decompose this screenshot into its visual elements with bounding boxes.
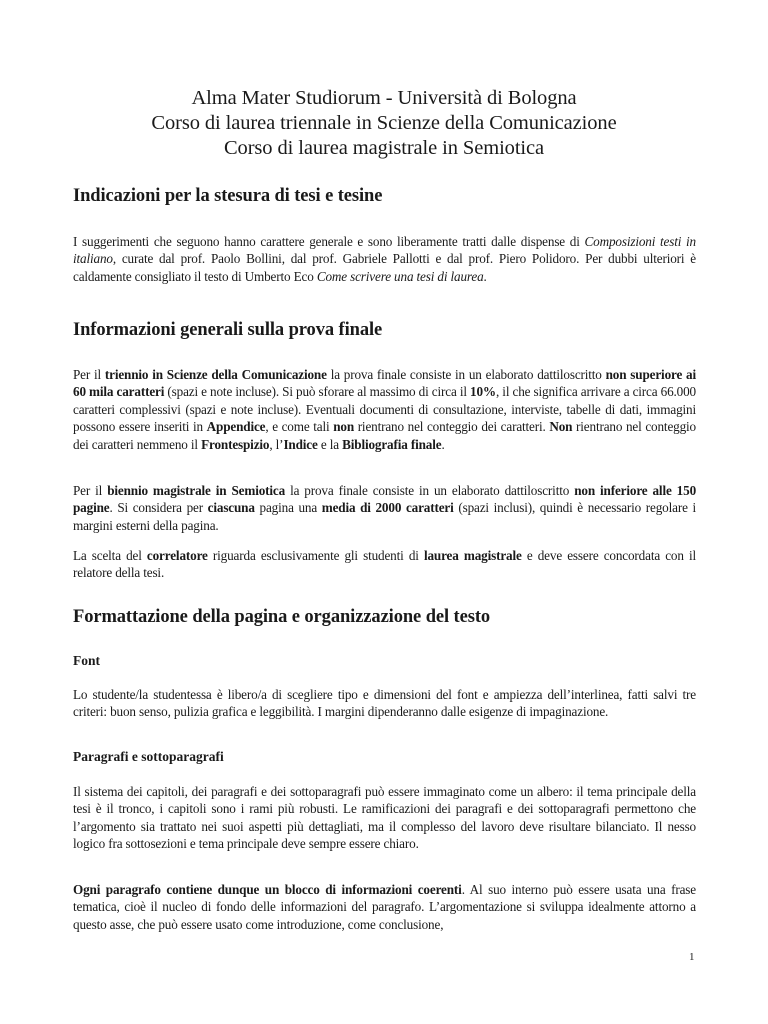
subheading-font: Font [73, 653, 100, 668]
page-number: 1 [689, 951, 695, 963]
book-title-eco: Come scrivere una tesi di laurea [316, 268, 484, 284]
course-magistrale: Corso di laurea magistrale in Semiotica [223, 137, 545, 159]
book-title-composizioni: Composizioni testi in italiano [73, 234, 696, 267]
blocco-paragraph: Ogni paragrafo contiene dunque un blocco di informazioni coerenti. Al suo interno può essere usata una frase tematica, cioè il nucleo di fondo delle informazioni del paragrafo. L’argomentazione si sviluppa idealmente attorno a questo asse, che può essere usato come introduzione, come conclusione, [73, 882, 696, 932]
font-paragraph: Lo studente/la studentessa è libero/a di scegliere tipo e dimensioni del font e ampiezza dell’interlinea, fatti salvi tre criteri: buon senso, pulizia grafica e leggibilità. I margini dipenderanno dalle esigenze di impaginazione. [73, 687, 696, 720]
correlatore-paragraph: La scelta del correlatore riguarda esclusivamente gli studenti di laurea magistrale e deve essere concordata con il relatore della tesi. [73, 548, 696, 581]
paragrafi-paragraph: Il sistema dei capitoli, dei paragrafi e dei sottoparagrafi può essere immaginato come un albero: il tema principale della tesi è il tronco, i capitoli sono i rami più robusti. Le ramificazioni dei paragrafi e dei sottoparagrafi permettono che l’argomento sia trattato nei suoi aspetti più dettagliati, ma il complesso del lavoro deve risultare bilanciato. Il nesso logico fra sottosezioni e tema principale deve sempre essere chiaro. [73, 784, 696, 852]
biennio-paragraph: Per il biennio magistrale in Semiotica la prova finale consiste in un elaborato dattiloscritto non inferiore alle 150 pagine. Si considera per ciascuna pagina una media di 2000 caratteri (spazi inclusi), quindi è necessario regolare i margini esterni della pagina. [73, 483, 697, 533]
university-name: Alma Mater Studiorum - Università di Bologna [191, 87, 577, 109]
section-title-indicazioni: Indicazioni per la stesura di tesi e tesine [73, 186, 383, 206]
section-title-formattazione: Formattazione della pagina e organizzazione del testo [73, 607, 491, 627]
document-header [0, 86, 768, 161]
intro-paragraph: I suggerimenti che seguono hanno carattere generale e sono liberamente tratti dalle dispense di Composizioni testi in italiano, curate dal prof. Paolo Bollini, dal prof. Gabriele Pallotti e dal prof. Piero Polidoro. Per dubbi ulteriori è caldamente consigliato il testo di Umberto Eco Come scrivere una tesi di laurea. [73, 234, 696, 284]
triennio-paragraph: Per il triennio in Scienze della Comunicazione la prova finale consiste in un elaborato dattiloscritto non superiore ai 60 mila caratteri (spazi e note incluse). Si può sforare al massimo di circa il 10%, il che significa arrivare a circa 66.000 caratteri complessivi (spazi e note incluse). Eventuali documenti di consultazione, interviste, tabelle di dati, immagini possono essere inseriti in Appendice, e come tali non rientrano nel conteggio dei caratteri. Non rientrano nel conteggio dei caratteri nemmeno il Frontespizio, l’Indice e la Bibliografia finale. [73, 367, 697, 452]
section-title-informazioni: Informazioni generali sulla prova finale [73, 320, 383, 340]
course-triennale: Corso di laurea triennale in Scienze della Comunicazione [151, 112, 617, 134]
subheading-paragrafi: Paragrafi e sottoparagrafi [73, 749, 224, 764]
